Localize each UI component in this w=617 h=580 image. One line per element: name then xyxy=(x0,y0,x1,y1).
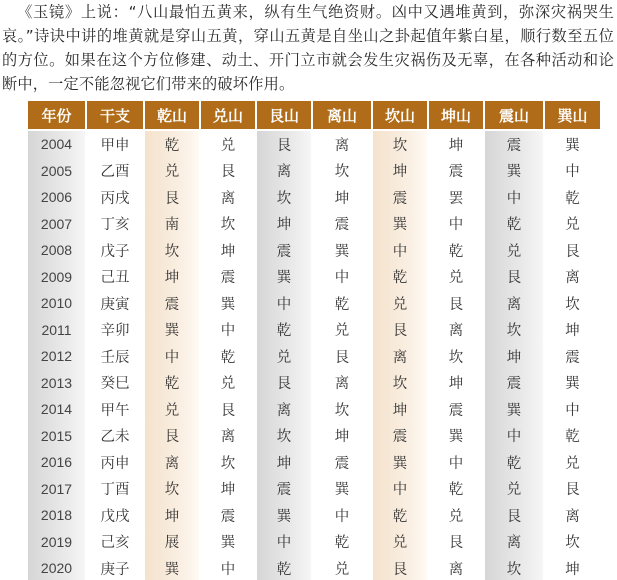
column-header-7: 坤山 xyxy=(428,101,484,130)
direction-cell: 乾 xyxy=(484,211,544,238)
intro-paragraph: 《玉镜》上说：“八山最怕五黄来，纵有生气绝资财。凶中又遇堆黄到，弥深灾祸哭生哀。”诗诀中讲的堆黄就是穿山五黄，穿山五黄是自坐山之卦起值年紫白星，顺行数至五位的方位。如果在这个方位修建、动土、开门立市就会发生灾祸伤及无辜，在各种活动和论断中，一定不能忽视它们带来的破坏作用。 xyxy=(2,3,614,93)
direction-cell: 兑 xyxy=(256,343,312,370)
direction-cell: 乾 xyxy=(256,555,312,580)
direction-cell: 震 xyxy=(200,502,256,529)
table-row xyxy=(28,130,600,158)
direction-cell: 乾 xyxy=(428,476,484,503)
year-cell: 2005 xyxy=(28,158,86,185)
ganzhi-cell: 丁亥 xyxy=(86,211,144,238)
table-row xyxy=(28,290,600,317)
direction-cell: 坤 xyxy=(372,158,428,185)
direction-cell: 坎 xyxy=(484,317,544,344)
table-row xyxy=(28,211,600,238)
table-row xyxy=(28,555,600,580)
direction-cell: 震 xyxy=(144,290,200,317)
direction-cell: 乾 xyxy=(256,317,312,344)
direction-cell: 乾 xyxy=(144,370,200,397)
table-row xyxy=(28,317,600,344)
direction-cell: 巽 xyxy=(372,449,428,476)
direction-cell: 离 xyxy=(544,264,600,291)
direction-cell: 震 xyxy=(484,370,544,397)
year-cell: 2013 xyxy=(28,370,86,397)
table-row xyxy=(28,264,600,291)
direction-cell: 中 xyxy=(256,290,312,317)
direction-cell: 兑 xyxy=(144,396,200,423)
direction-cell: 艮 xyxy=(544,237,600,264)
ganzhi-cell: 甲午 xyxy=(86,396,144,423)
direction-cell: 震 xyxy=(428,396,484,423)
direction-cell: 震 xyxy=(484,130,544,158)
table-row xyxy=(28,423,600,450)
direction-cell: 坎 xyxy=(544,290,600,317)
direction-cell: 乾 xyxy=(312,290,372,317)
direction-cell: 震 xyxy=(256,237,312,264)
direction-cell: 坎 xyxy=(256,184,312,211)
table-row xyxy=(28,343,600,370)
direction-cell: 巽 xyxy=(544,370,600,397)
direction-cell: 坎 xyxy=(544,529,600,556)
direction-cell: 坎 xyxy=(200,211,256,238)
ganzhi-cell: 戊戌 xyxy=(86,502,144,529)
ganzhi-cell: 辛卯 xyxy=(86,317,144,344)
direction-cell: 乾 xyxy=(372,502,428,529)
year-cell: 2020 xyxy=(28,555,86,580)
direction-cell: 坎 xyxy=(372,370,428,397)
direction-cell: 坤 xyxy=(544,317,600,344)
direction-cell: 中 xyxy=(484,184,544,211)
table-body xyxy=(28,130,600,580)
direction-cell: 震 xyxy=(428,158,484,185)
direction-cell: 离 xyxy=(200,423,256,450)
direction-cell: 艮 xyxy=(200,396,256,423)
direction-cell: 离 xyxy=(544,502,600,529)
direction-cell: 乾 xyxy=(484,449,544,476)
direction-cell: 兑 xyxy=(200,130,256,158)
direction-cell: 兑 xyxy=(428,264,484,291)
direction-cell: 巽 xyxy=(256,264,312,291)
direction-cell: 震 xyxy=(256,476,312,503)
table-row xyxy=(28,502,600,529)
direction-cell: 艮 xyxy=(256,130,312,158)
direction-cell: 坤 xyxy=(200,476,256,503)
direction-cell: 艮 xyxy=(428,529,484,556)
direction-cell: 兑 xyxy=(544,449,600,476)
direction-cell: 中 xyxy=(372,476,428,503)
table-row xyxy=(28,158,600,185)
ganzhi-cell: 乙酉 xyxy=(86,158,144,185)
direction-cell: 坤 xyxy=(428,130,484,158)
direction-cell: 艮 xyxy=(372,555,428,580)
direction-cell: 中 xyxy=(544,158,600,185)
direction-cell: 坎 xyxy=(484,555,544,580)
direction-cell: 坤 xyxy=(428,370,484,397)
column-header-5: 离山 xyxy=(312,101,372,130)
column-header-1: 干支 xyxy=(86,101,144,130)
direction-cell: 艮 xyxy=(256,370,312,397)
direction-cell: 中 xyxy=(544,396,600,423)
direction-cell: 中 xyxy=(312,502,372,529)
direction-cell: 兑 xyxy=(484,476,544,503)
direction-cell: 坤 xyxy=(256,211,312,238)
direction-cell: 巽 xyxy=(256,502,312,529)
year-cell: 2008 xyxy=(28,237,86,264)
direction-cell: 中 xyxy=(484,423,544,450)
direction-cell: 中 xyxy=(372,237,428,264)
direction-cell: 坤 xyxy=(484,343,544,370)
direction-cell: 中 xyxy=(256,529,312,556)
year-cell: 2010 xyxy=(28,290,86,317)
table-row xyxy=(28,529,600,556)
direction-cell: 艮 xyxy=(372,317,428,344)
direction-cell: 离 xyxy=(312,130,372,158)
wuhuang-table-container xyxy=(28,101,600,580)
direction-cell: 坤 xyxy=(544,555,600,580)
year-cell: 2014 xyxy=(28,396,86,423)
direction-cell: 坤 xyxy=(312,184,372,211)
direction-cell: 巽 xyxy=(144,317,200,344)
direction-cell: 乾 xyxy=(312,529,372,556)
direction-cell: 兑 xyxy=(200,370,256,397)
direction-cell: 兑 xyxy=(428,502,484,529)
table-row xyxy=(28,370,600,397)
direction-cell: 展 xyxy=(144,529,200,556)
direction-cell: 离 xyxy=(484,290,544,317)
direction-cell: 震 xyxy=(200,264,256,291)
direction-cell: 离 xyxy=(484,529,544,556)
table-row xyxy=(28,449,600,476)
direction-cell: 中 xyxy=(200,555,256,580)
direction-cell: 巽 xyxy=(428,423,484,450)
ganzhi-cell: 戊子 xyxy=(86,237,144,264)
table-header-row xyxy=(28,101,600,130)
direction-cell: 震 xyxy=(312,449,372,476)
direction-cell: 中 xyxy=(428,211,484,238)
ganzhi-cell: 丁酉 xyxy=(86,476,144,503)
column-header-8: 震山 xyxy=(484,101,544,130)
direction-cell: 巽 xyxy=(200,529,256,556)
direction-cell: 艮 xyxy=(200,158,256,185)
ganzhi-cell: 癸巳 xyxy=(86,370,144,397)
direction-cell: 巽 xyxy=(484,158,544,185)
ganzhi-cell: 丙戌 xyxy=(86,184,144,211)
direction-cell: 兑 xyxy=(144,158,200,185)
direction-cell: 震 xyxy=(544,343,600,370)
table-row xyxy=(28,237,600,264)
direction-cell: 艮 xyxy=(144,423,200,450)
column-header-4: 艮山 xyxy=(256,101,312,130)
year-cell: 2017 xyxy=(28,476,86,503)
direction-cell: 乾 xyxy=(144,130,200,158)
direction-cell: 中 xyxy=(312,264,372,291)
column-header-0: 年份 xyxy=(28,101,86,130)
direction-cell: 艮 xyxy=(428,290,484,317)
ganzhi-cell: 壬辰 xyxy=(86,343,144,370)
direction-cell: 兑 xyxy=(372,290,428,317)
direction-cell: 巽 xyxy=(372,211,428,238)
direction-cell: 坤 xyxy=(372,396,428,423)
direction-cell: 艮 xyxy=(544,476,600,503)
direction-cell: 坎 xyxy=(144,476,200,503)
direction-cell: 坎 xyxy=(428,343,484,370)
direction-cell: 坤 xyxy=(256,449,312,476)
year-cell: 2019 xyxy=(28,529,86,556)
direction-cell: 巽 xyxy=(484,396,544,423)
direction-cell: 震 xyxy=(372,184,428,211)
direction-cell: 艮 xyxy=(312,343,372,370)
year-cell: 2007 xyxy=(28,211,86,238)
table-row xyxy=(28,184,600,211)
direction-cell: 巽 xyxy=(200,290,256,317)
direction-cell: 乾 xyxy=(372,264,428,291)
direction-cell: 离 xyxy=(256,396,312,423)
direction-cell: 中 xyxy=(428,449,484,476)
direction-cell: 坎 xyxy=(312,158,372,185)
year-cell: 2012 xyxy=(28,343,86,370)
direction-cell: 罢 xyxy=(428,184,484,211)
year-cell: 2015 xyxy=(28,423,86,450)
column-header-9: 巽山 xyxy=(544,101,600,130)
direction-cell: 兑 xyxy=(312,317,372,344)
ganzhi-cell: 庚子 xyxy=(86,555,144,580)
direction-cell: 兑 xyxy=(484,237,544,264)
direction-cell: 坎 xyxy=(144,237,200,264)
year-cell: 2006 xyxy=(28,184,86,211)
wuhuang-table xyxy=(28,101,600,580)
direction-cell: 离 xyxy=(200,184,256,211)
direction-cell: 中 xyxy=(200,317,256,344)
direction-cell: 坤 xyxy=(144,502,200,529)
column-header-3: 兑山 xyxy=(200,101,256,130)
direction-cell: 乾 xyxy=(428,237,484,264)
ganzhi-cell: 己亥 xyxy=(86,529,144,556)
direction-cell: 艮 xyxy=(484,502,544,529)
direction-cell: 离 xyxy=(256,158,312,185)
direction-cell: 震 xyxy=(312,211,372,238)
table-row xyxy=(28,396,600,423)
direction-cell: 兑 xyxy=(312,555,372,580)
table-row xyxy=(28,476,600,503)
intro-text xyxy=(2,0,614,96)
direction-cell: 离 xyxy=(372,343,428,370)
year-cell: 2018 xyxy=(28,502,86,529)
year-cell: 2011 xyxy=(28,317,86,344)
year-cell: 2009 xyxy=(28,264,86,291)
direction-cell: 巽 xyxy=(312,476,372,503)
direction-cell: 巽 xyxy=(144,555,200,580)
column-header-6: 坎山 xyxy=(372,101,428,130)
direction-cell: 离 xyxy=(428,317,484,344)
direction-cell: 离 xyxy=(312,370,372,397)
direction-cell: 中 xyxy=(144,343,200,370)
direction-cell: 离 xyxy=(428,555,484,580)
ganzhi-cell: 丙申 xyxy=(86,449,144,476)
direction-cell: 乾 xyxy=(200,343,256,370)
direction-cell: 坎 xyxy=(312,396,372,423)
direction-cell: 巽 xyxy=(312,237,372,264)
year-cell: 2004 xyxy=(28,130,86,158)
year-cell: 2016 xyxy=(28,449,86,476)
direction-cell: 乾 xyxy=(544,184,600,211)
direction-cell: 兑 xyxy=(372,529,428,556)
direction-cell: 南 xyxy=(144,211,200,238)
direction-cell: 坎 xyxy=(200,449,256,476)
ganzhi-cell: 甲申 xyxy=(86,130,144,158)
direction-cell: 巽 xyxy=(544,130,600,158)
direction-cell: 震 xyxy=(372,423,428,450)
direction-cell: 离 xyxy=(144,449,200,476)
direction-cell: 坤 xyxy=(200,237,256,264)
direction-cell: 坤 xyxy=(312,423,372,450)
ganzhi-cell: 己丑 xyxy=(86,264,144,291)
direction-cell: 乾 xyxy=(544,423,600,450)
direction-cell: 坎 xyxy=(372,130,428,158)
direction-cell: 艮 xyxy=(484,264,544,291)
direction-cell: 艮 xyxy=(144,184,200,211)
ganzhi-cell: 乙未 xyxy=(86,423,144,450)
ganzhi-cell: 庚寅 xyxy=(86,290,144,317)
direction-cell: 坎 xyxy=(256,423,312,450)
direction-cell: 坤 xyxy=(144,264,200,291)
direction-cell: 兑 xyxy=(544,211,600,238)
column-header-2: 乾山 xyxy=(144,101,200,130)
